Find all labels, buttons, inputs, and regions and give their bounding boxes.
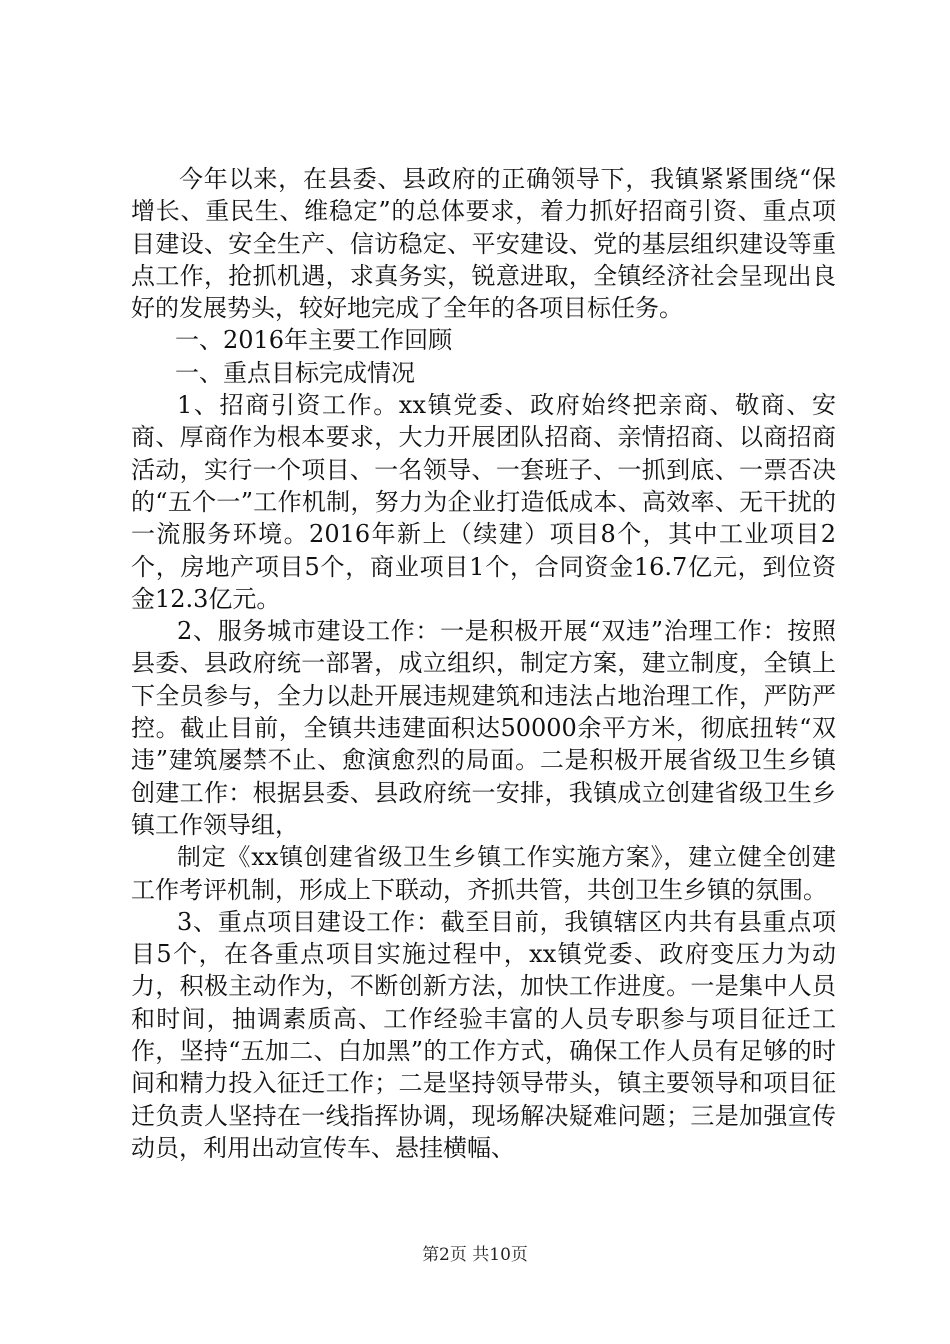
page-total: 共10页 (472, 1245, 528, 1265)
intro-paragraph: 今年以来，在县委、县政府的正确领导下，我镇紧紧围绕“保增长、重民生、维稳定”的总体要求，着力抓好招商引资、重点项目建设、安全生产、信访稳定、平安建设、党的基层组织建设等重点工作，抢抓机遇，求真务实，锐意进取，全镇经济社会呈现出良好的发展势头，较好地完成了全年的各项目标任务。 (131, 165, 836, 323)
subsection-heading-targets: 一、重点目标完成情况 (175, 358, 415, 387)
paragraph-investment: 1、招商引资工作。xx镇党委、政府始终把亲商、敬商、安商、厚商作为根本要求，大力开展团队招商、亲情招商、以商招商活动，实行一个项目、一名领导、一套班子、一抓到底、一票否决的“五个一”工作机制，努力为企业打造低成本、高效率、无干扰的一流服务环境。2016年新上（续建）项目8个，其中工业项目2个，房地产项目5个，商业项目1个，合同资金16.7亿元，到位资金12.3亿元。 (131, 391, 836, 613)
paragraph-sanitation-plan: 制定《xx镇创建省级卫生乡镇工作实施方案》，建立健全创建工作考评机制，形成上下联动，齐抓共管，共创卫生乡镇的氛围。 (131, 843, 836, 904)
page-number: 第2页 (422, 1245, 467, 1265)
page-footer (0, 1244, 950, 1266)
paragraph-city-construction: 2、服务城市建设工作：一是积极开展“双违”治理工作：按照县委、县政府统一部署，成立组织，制定方案，建立制度，全镇上下全员参与，全力以赴开展违规建筑和违法占地治理工作，严防严控。截止目前，全镇共违建面积达50000余平方米，彻底扭转“双违”建筑屡禁不止、愈演愈烈的局面。二是积极开展省级卫生乡镇创建工作：根据县委、县政府统一安排，我镇成立创建省级卫生乡镇工作领导组， (131, 617, 836, 839)
paragraph-key-projects: 3、重点项目建设工作：截至目前，我镇辖区内共有县重点项目5个，在各重点项目实施过程中，xx镇党委、政府变压力为动力，积极主动作为，不断创新方法，加快工作进度。一是集中人员和时间，抽调素质高、工作经验丰富的人员专职参与项目征迁工作，坚持“五加二、白加黑”的工作方式，确保工作人员有足够的时间和精力投入征迁工作；二是坚持领导带头，镇主要领导和项目征迁负责人坚持在一线指挥协调，现场解决疑难问题；三是加强宣传动员，利用出动宣传车、悬挂横幅、 (131, 907, 836, 1162)
section-heading-review: 一、2016年主要工作回顾 (175, 326, 453, 355)
document-body (131, 163, 836, 1164)
